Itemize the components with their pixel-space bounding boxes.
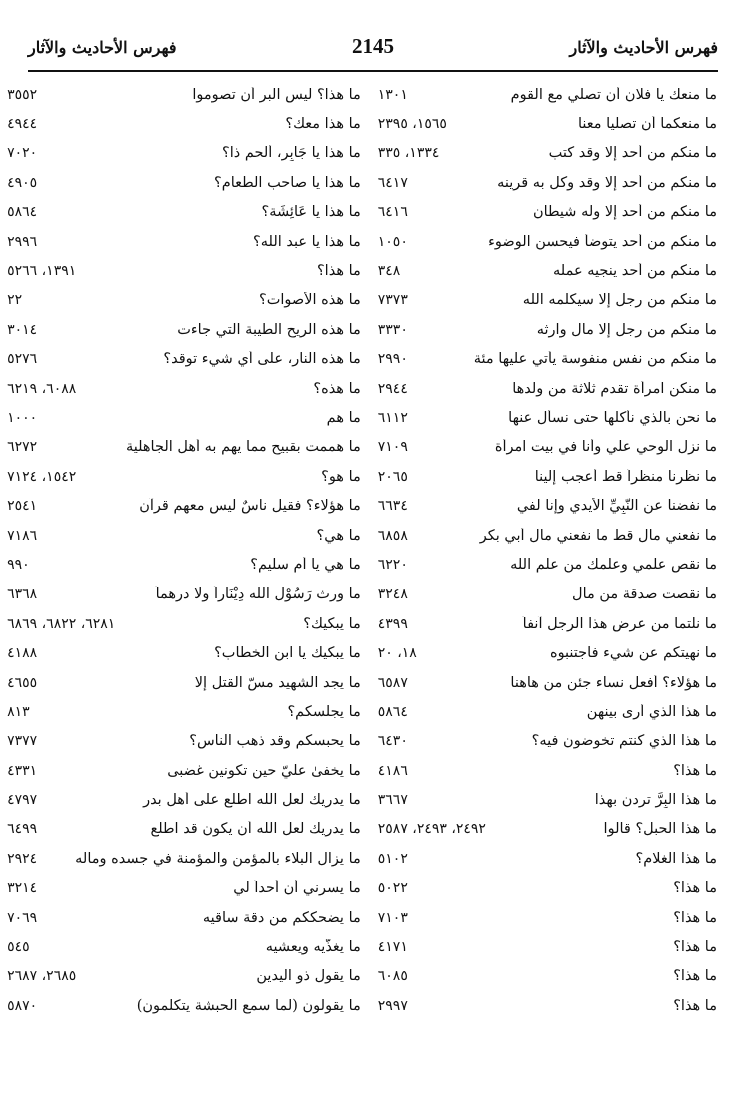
entry-hadith-numbers: ٣٢٤٨ bbox=[377, 586, 408, 603]
entry-hadith-numbers: ٦٦٣٤ bbox=[377, 498, 408, 515]
entry-hadith-numbers: ٣٦٦٧ bbox=[377, 792, 408, 809]
index-entry bbox=[0, 815, 364, 844]
entry-text: ما يبكيك؟ bbox=[303, 615, 361, 632]
entry-hadith-numbers: ٧٣٧٧ bbox=[7, 733, 38, 750]
entry-text: ما نظرنا منظراً قط أعجب إلينا bbox=[534, 468, 717, 485]
entry-text: ما منكم من نفس منفوسة يأتي عليها مئة bbox=[473, 351, 717, 368]
entry-text: ما يجلسكم؟ bbox=[287, 703, 361, 720]
index-entry bbox=[0, 403, 364, 432]
index-entry bbox=[0, 668, 364, 697]
index-entry bbox=[370, 286, 720, 315]
entry-hadith-numbers: ١٥٤٢، ٧١٢٤ bbox=[7, 468, 77, 485]
index-entry bbox=[370, 109, 720, 138]
entry-text: ما منكم من أحد إلا وقد كتب bbox=[548, 145, 717, 162]
entry-hadith-numbers: ٤٧٩٧ bbox=[7, 792, 38, 809]
entry-text: ما هذا؟ bbox=[673, 939, 717, 956]
index-entry bbox=[370, 550, 720, 579]
entry-text: ما منكم من رجل إلا سيكلمه الله bbox=[522, 292, 717, 309]
entry-hadith-numbers: ٥٠٢٢ bbox=[377, 880, 408, 897]
entry-hadith-numbers: ٢٩٩٦ bbox=[7, 233, 38, 250]
entry-text: ما يبكيك يا ابن الخطاب؟ bbox=[214, 645, 361, 662]
entry-hadith-numbers: ٥٨٧٠ bbox=[7, 997, 38, 1014]
index-entry bbox=[370, 727, 720, 756]
entry-hadith-numbers: ٧١٠٩ bbox=[377, 439, 408, 456]
entry-text: ما نهيتكم عن شيء فاجتنبوه bbox=[549, 645, 717, 662]
entry-text: ما هذا؟ bbox=[673, 880, 717, 897]
entry-hadith-numbers: ٦٢٢٠ bbox=[377, 556, 408, 573]
index-entry bbox=[0, 139, 364, 168]
entry-text: ما يقول ذو اليدين bbox=[256, 968, 361, 985]
entry-text: ما هذا؟ bbox=[673, 968, 717, 985]
entry-text: ما هو؟ bbox=[321, 468, 361, 485]
entry-text: ما هذا البِرَّ تردن بهذا bbox=[594, 792, 717, 809]
index-entry bbox=[0, 550, 364, 579]
entry-text: ما هذا؟ bbox=[673, 762, 717, 779]
entry-hadith-numbers: ٣٠١٤ bbox=[7, 321, 38, 338]
entry-hadith-numbers: ٦٢٨١، ٦٨٢٢، ٦٨٦٩ bbox=[7, 615, 116, 632]
index-entry bbox=[370, 139, 720, 168]
page-number: 2145 bbox=[352, 34, 394, 58]
entry-hadith-numbers: ١٨، ٢٠ bbox=[377, 645, 417, 662]
index-entry bbox=[370, 198, 720, 227]
entry-text: ما يزال البلاء بالمؤمن والمؤمنة في جسده وماله bbox=[75, 850, 361, 867]
index-entry bbox=[370, 227, 720, 256]
entry-hadith-numbers: ٢٦٨٥، ٢٦٨٧ bbox=[7, 968, 77, 985]
entry-hadith-numbers: ٦٤٩٩ bbox=[7, 821, 38, 838]
entry-hadith-numbers: ٢٩٤٤ bbox=[377, 380, 408, 397]
entry-text: ما منكم من أحد ينجيه عمله bbox=[553, 263, 717, 280]
index-entry bbox=[370, 462, 720, 491]
index-entry bbox=[0, 491, 364, 520]
entry-hadith-numbers: ١٣٠١ bbox=[377, 86, 408, 103]
entry-text: ما نحن بالذي نأكلها حتى نسأل عنها bbox=[508, 409, 717, 426]
entry-text: ما هذا؟ bbox=[316, 263, 361, 280]
entry-hadith-numbers: ٤٩٤٤ bbox=[7, 116, 38, 133]
index-entry bbox=[370, 815, 720, 844]
index-entry bbox=[0, 198, 364, 227]
entry-text: ما يقولون (لما سمع الحبشة يتكلمون) bbox=[136, 997, 361, 1014]
entry-hadith-numbers: ٣٢١٤ bbox=[7, 880, 38, 897]
entry-text: ما هذا يا صاحب الطعام؟ bbox=[214, 174, 361, 191]
entry-text: ما هذا الذي أرى بينهن bbox=[586, 703, 717, 720]
entry-text: ما هذا الحبل؟ قالوا bbox=[603, 821, 717, 838]
page-header bbox=[24, 34, 722, 62]
entry-text: ما منكن امرأة تقدم ثلاثة من ولدها bbox=[512, 380, 717, 397]
entry-hadith-numbers: ١٠٠٠ bbox=[7, 409, 38, 426]
running-title-right: فهرس الأحاديث والآثار bbox=[569, 38, 718, 57]
entry-text: ما يدريك لعل الله أن يكون قد اطلع bbox=[150, 821, 361, 838]
entry-hadith-numbers: ٢٩٩٠ bbox=[377, 351, 408, 368]
index-entry bbox=[370, 697, 720, 726]
index-entry bbox=[370, 756, 720, 785]
entry-text: ما نقص علمي وعلمك من علم الله bbox=[510, 556, 717, 573]
header-rule bbox=[28, 70, 718, 72]
index-entry bbox=[0, 991, 364, 1020]
entry-text: ما منكم من أحد إلا وقد وكل به قرينه bbox=[497, 174, 717, 191]
entry-hadith-numbers: ٥٨٦٤ bbox=[7, 204, 38, 221]
entry-text: ما نلتما من عرض هذا الرجل آنفاً bbox=[522, 615, 717, 632]
index-entry bbox=[0, 374, 364, 403]
entry-text: ما هذا؟ ليس البر أن تصوموا bbox=[192, 86, 361, 103]
entry-text: ما هذا الغلام؟ bbox=[635, 850, 717, 867]
index-entry bbox=[0, 80, 364, 109]
index-entry bbox=[0, 286, 364, 315]
entry-text: ما هؤلاء؟ فقيل ناسٌ ليس معهم قرآن bbox=[139, 498, 361, 515]
entry-text: ما هممت بقبيح مما يهم به أهل الجاهلية bbox=[125, 439, 361, 456]
entry-text: ما منكم من أحد إلا وله شيطان bbox=[532, 204, 717, 221]
index-entry bbox=[370, 991, 720, 1020]
index-entry bbox=[0, 433, 364, 462]
index-entry bbox=[0, 727, 364, 756]
index-entry bbox=[370, 932, 720, 961]
entry-text: ما هي؟ bbox=[316, 527, 361, 544]
index-entry bbox=[370, 374, 720, 403]
entry-hadith-numbers: ٦٤٣٠ bbox=[377, 733, 408, 750]
entry-text: ما هذه الأصوات؟ bbox=[259, 292, 361, 309]
entry-text: ما هذا؟ bbox=[673, 909, 717, 926]
index-entry bbox=[370, 256, 720, 285]
entry-hadith-numbers: ٤١٧١ bbox=[377, 939, 408, 956]
entry-hadith-numbers: ٢٩٩٧ bbox=[377, 997, 408, 1014]
entry-hadith-numbers: ٤١٨٨ bbox=[7, 645, 38, 662]
index-entry bbox=[370, 403, 720, 432]
entry-text: ما هم bbox=[326, 409, 361, 426]
index-entry bbox=[370, 609, 720, 638]
index-entry bbox=[0, 109, 364, 138]
entry-hadith-numbers: ٤١٨٦ bbox=[377, 762, 408, 779]
entry-hadith-numbers: ٦٤١٦ bbox=[377, 204, 408, 221]
entry-hadith-numbers: ٦٨٥٨ bbox=[377, 527, 408, 544]
entry-text: ما هؤلاء؟ أفعل نساء جئن من هاهنا bbox=[510, 674, 717, 691]
entry-hadith-numbers: ٤٣٩٩ bbox=[377, 615, 408, 632]
entry-hadith-numbers: ٢٢ bbox=[7, 292, 23, 309]
entry-hadith-numbers: ٢٥٤١ bbox=[7, 498, 38, 515]
entry-hadith-numbers: ٦١١٢ bbox=[377, 409, 408, 426]
index-entry bbox=[0, 697, 364, 726]
entry-text: ما هذا يا عبد الله؟ bbox=[253, 233, 361, 250]
entry-text: ما هذا معك؟ bbox=[285, 116, 361, 133]
entry-text: ما هي يا أم سليم؟ bbox=[250, 556, 361, 573]
index-entry bbox=[0, 315, 364, 344]
entry-hadith-numbers: ٢٩٢٤ bbox=[7, 850, 38, 867]
entry-hadith-numbers: ٦٠٨٥ bbox=[377, 968, 408, 985]
entry-text: ما هذه الريح الطيبة التي جاءت bbox=[177, 321, 361, 338]
index-entry bbox=[370, 844, 720, 873]
entry-hadith-numbers: ٩٩٠ bbox=[7, 556, 30, 573]
index-entry bbox=[0, 903, 364, 932]
entry-hadith-numbers: ١٠٥٠ bbox=[377, 233, 408, 250]
left-column bbox=[0, 80, 364, 1103]
index-entry bbox=[370, 962, 720, 991]
entry-hadith-numbers: ٥٨٦٤ bbox=[377, 703, 408, 720]
right-column bbox=[370, 80, 720, 1103]
index-entry bbox=[0, 462, 364, 491]
entry-hadith-numbers: ٥٢٧٦ bbox=[7, 351, 38, 368]
entry-hadith-numbers: ١٣٣٤، ٣٣٥ bbox=[377, 145, 440, 162]
index-entry bbox=[370, 80, 720, 109]
index-entry bbox=[0, 345, 364, 374]
index-entry bbox=[370, 903, 720, 932]
entry-text: ما هذا؟ bbox=[673, 997, 717, 1014]
entry-hadith-numbers: ٨١٣ bbox=[7, 703, 30, 720]
index-entry bbox=[370, 345, 720, 374]
entry-text: ما منعكما أن تصليا معنا bbox=[577, 116, 717, 133]
index-entry bbox=[0, 962, 364, 991]
index-entry bbox=[370, 521, 720, 550]
index-entry bbox=[370, 638, 720, 667]
entry-hadith-numbers: ٤٣٣١ bbox=[7, 762, 38, 779]
index-entry bbox=[370, 785, 720, 814]
entry-text: ما ورث رَسُوْل الله دِيْنَاراً ولا درهماً bbox=[155, 586, 361, 603]
index-entry bbox=[370, 580, 720, 609]
index-entry bbox=[370, 315, 720, 344]
index-entry bbox=[0, 756, 364, 785]
entry-hadith-numbers: ١٥٦٥، ٢٣٩٥ bbox=[377, 116, 447, 133]
entry-text: ما نفضنا عن النَّبِيِّ الأيدي وإنا لفي bbox=[516, 498, 717, 515]
index-entry bbox=[0, 874, 364, 903]
entry-text: ما هذه النار، على أي شيء توقد؟ bbox=[163, 351, 361, 368]
index-entry bbox=[0, 638, 364, 667]
entry-text: ما منعك يا فلان أن تصلي مع القوم bbox=[510, 86, 717, 103]
entry-hadith-numbers: ٢٠٦٥ bbox=[377, 468, 408, 485]
entry-hadith-numbers: ٧٠٦٩ bbox=[7, 909, 38, 926]
entry-hadith-numbers: ١٣٩١، ٥٢٦٦ bbox=[7, 263, 77, 280]
entry-hadith-numbers: ٣٥٥٢ bbox=[7, 86, 38, 103]
entry-hadith-numbers: ٤٦٥٥ bbox=[7, 674, 38, 691]
index-entry bbox=[0, 521, 364, 550]
index-entry bbox=[370, 874, 720, 903]
entry-hadith-numbers: ٧٣٧٣ bbox=[377, 292, 408, 309]
entry-hadith-numbers: ٣٤٨ bbox=[377, 263, 401, 280]
entry-text: ما منكم من رجل إلا مال وارثه bbox=[536, 321, 717, 338]
entry-text: ما هذا الذي كنتم تخوضون فيه؟ bbox=[531, 733, 717, 750]
entry-text: ما نزل الوحي علي وأنا في بيت امرأة bbox=[494, 439, 717, 456]
index-entry bbox=[0, 168, 364, 197]
entry-text: ما يغذّيه ويعشيه bbox=[265, 939, 361, 956]
entry-text: ما يحبسكم وقد ذهب الناس؟ bbox=[189, 733, 361, 750]
index-entry bbox=[0, 609, 364, 638]
entry-text: ما يجد الشهيد مسّ القتل إلا bbox=[194, 674, 361, 691]
index-entry bbox=[0, 256, 364, 285]
running-title-left: فهرس الأحاديث والآثار bbox=[28, 38, 177, 57]
entry-hadith-numbers: ٦٣٦٨ bbox=[7, 586, 38, 603]
entry-text: ما نقصت صدقة من مال bbox=[572, 586, 717, 603]
entry-hadith-numbers: ٦٤١٧ bbox=[377, 174, 408, 191]
entry-text: ما يدريك لعل الله اطلع على أهل بدر bbox=[143, 792, 361, 809]
index-entry bbox=[0, 932, 364, 961]
entry-text: ما هذا يا جَابِر، ألحم ذا؟ bbox=[222, 145, 361, 162]
entry-text: ما منكم من أحد يتوضأ فيحسن الوضوء bbox=[488, 233, 717, 250]
index-entry bbox=[370, 668, 720, 697]
index-entry bbox=[0, 844, 364, 873]
index-entry bbox=[370, 433, 720, 462]
entry-hadith-numbers: ٥١٠٢ bbox=[377, 850, 408, 867]
entry-hadith-numbers: ٢٤٩٢، ٢٤٩٣، ٢٥٨٧ bbox=[377, 821, 486, 838]
entry-hadith-numbers: ٣٣٣٠ bbox=[377, 321, 408, 338]
index-entry bbox=[370, 491, 720, 520]
entry-hadith-numbers: ٤٩٠٥ bbox=[7, 174, 38, 191]
entry-text: ما يخفىٰ عليّ حين تكونين غضبى bbox=[167, 762, 361, 779]
entry-hadith-numbers: ٧١٨٦ bbox=[7, 527, 38, 544]
entry-hadith-numbers: ٦٥٨٧ bbox=[377, 674, 408, 691]
entry-text: ما نفعني مال قط ما نفعني مال أبي بكر bbox=[479, 527, 717, 544]
entry-text: ما هذه؟ bbox=[313, 380, 361, 397]
entry-hadith-numbers: ٦٢٧٢ bbox=[7, 439, 38, 456]
entry-hadith-numbers: ٧٠٢٠ bbox=[7, 145, 38, 162]
entry-text: ما هذا يا عَائِشَة؟ bbox=[261, 204, 361, 221]
entry-text: ما يسرني أن أُحداً لي bbox=[233, 880, 361, 897]
index-entry bbox=[370, 168, 720, 197]
index-columns bbox=[7, 80, 720, 1103]
index-entry bbox=[0, 785, 364, 814]
entry-text: ما يضحككم من دقة ساقيه bbox=[202, 909, 361, 926]
entry-hadith-numbers: ٧١٠٣ bbox=[377, 909, 408, 926]
entry-hadith-numbers: ٥٤٥ bbox=[7, 939, 30, 956]
entry-hadith-numbers: ٦٠٨٨، ٦٢١٩ bbox=[7, 380, 77, 397]
index-entry bbox=[0, 227, 364, 256]
index-entry bbox=[0, 580, 364, 609]
